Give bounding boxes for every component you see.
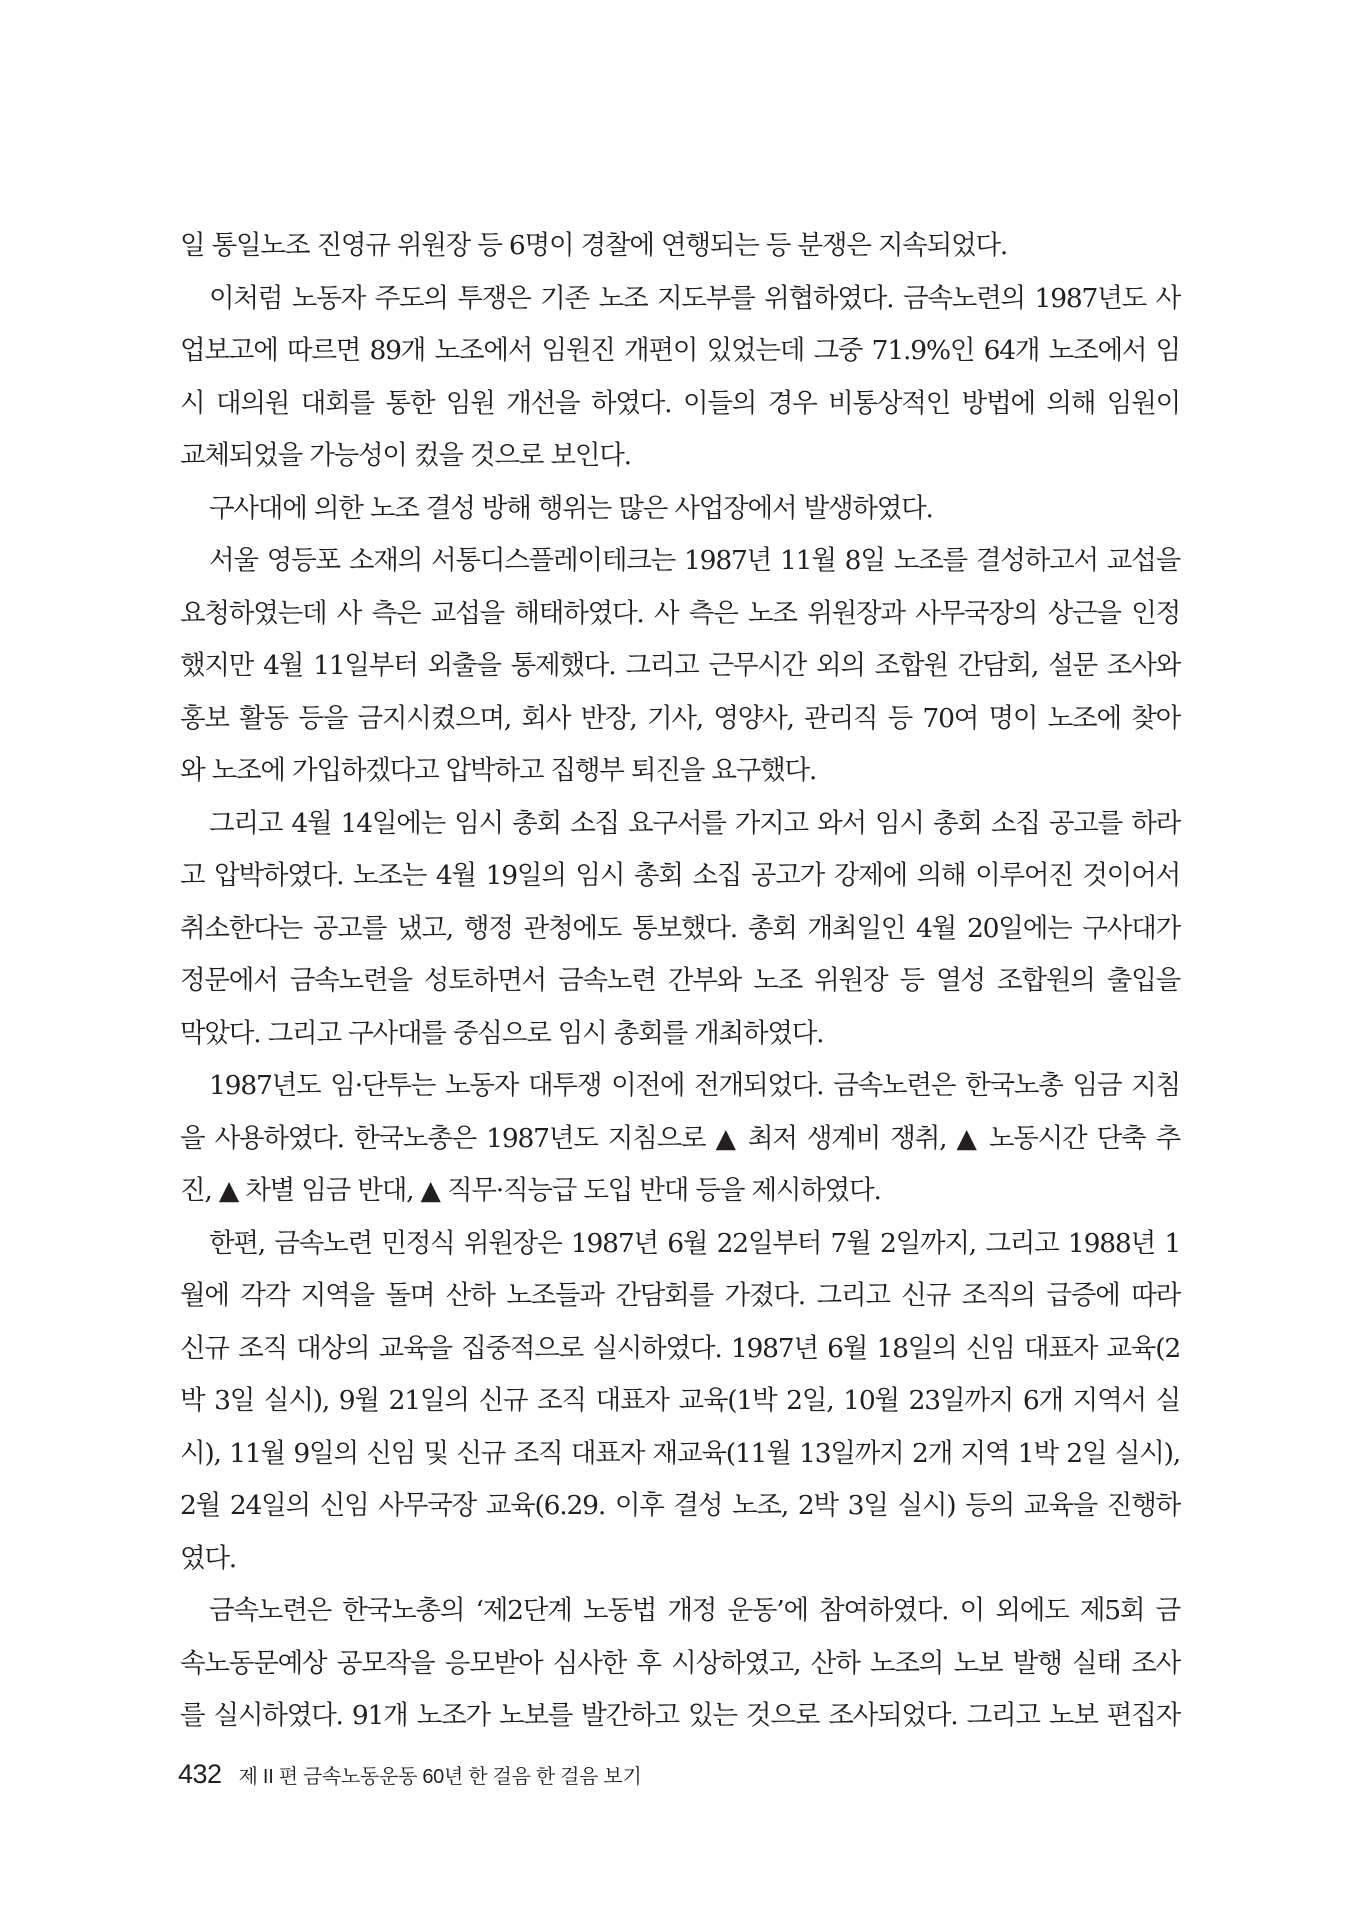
text-line: 한편, 금속노련 민정식 위원장은 1987년 6월 22일부터 7월 2일까지, 그리고 1988년 1 [209, 1227, 1180, 1259]
text-line: 를 실시하였다. 91개 노조가 노보를 발간하고 있는 것으로 조사되었다. 그리고 노보 편집자 [180, 1700, 1180, 1731]
text-line: 시 대의원 대회를 통한 임원 개선을 하였다. 이들의 경우 비통상적인 방법에 의해 임원이 [180, 387, 1180, 419]
text-line: 박 3일 실시), 9월 21일의 신규 조직 대표자 교육(1박 2일, 10월 23일까지 6개 지역서 실 [180, 1385, 1180, 1416]
text-line: 교체되었을 가능성이 컸을 것으로 보인다. [180, 440, 631, 471]
text-line: 일 통일노조 진영규 위원장 등 6명이 경찰에 연행되는 등 분쟁은 지속되었다. [180, 230, 1008, 261]
paragraph [180, 1060, 1180, 1218]
text-line: 2월 24일의 신임 사무국장 교육(6.29. 이후 결성 노조, 2박 3일 실시) 등의 교육을 진행하 [180, 1490, 1180, 1521]
text-line: 와 노조에 가입하겠다고 압박하고 집행부 퇴진을 요구했다. [180, 755, 817, 786]
text-line: 시), 11월 9일의 신임 및 신규 조직 대표자 재교육(11월 13일까지 2개 지역 1박 2일 실시), [180, 1437, 1180, 1469]
text-line: 그리고 4월 14일에는 임시 총회 소집 요구서를 가지고 와서 임시 총회 소집 공고를 하라 [209, 807, 1180, 839]
paragraph [180, 535, 1180, 798]
page-footer [178, 1754, 641, 1794]
paragraph [180, 1218, 1180, 1586]
text-line: 고 압박하였다. 노조는 4월 19일의 임시 총회 소집 공고가 강제에 의해 이루어진 것이어서 [180, 860, 1180, 891]
text-line: 정문에서 금속노련을 성토하면서 금속노련 간부와 노조 위원장 등 열성 조합원의 출입을 [180, 965, 1180, 996]
text-line: 서울 영등포 소재의 서통디스플레이테크는 1987년 11월 8일 노조를 결성하고서 교섭을 [209, 545, 1180, 576]
paragraph [180, 1585, 1180, 1743]
text-line: 속노동문예상 공모작을 응모받아 심사한 후 시상하였고, 산하 노조의 노보 발행 실태 조사 [180, 1647, 1180, 1679]
text-line: 을 사용하였다. 한국노총은 1987년도 지침으로 ▲ 최저 생계비 쟁취, ▲ 노동시간 단축 추 [180, 1122, 1180, 1154]
text-line: 였다. [180, 1542, 237, 1574]
text-line: 월에 각각 지역을 돌며 산하 노조들과 간담회를 가졌다. 그리고 신규 조직의 급증에 따라 [180, 1280, 1180, 1311]
running-title: 제 II 편 금속노동운동 60년 한 걸음 한 걸음 보기 [238, 1766, 642, 1788]
text-line: 1987년도 임·단투는 노동자 대투쟁 이전에 전개되었다. 금속노련은 한국노총 임금 지침 [209, 1070, 1180, 1101]
text-line: 했지만 4월 11일부터 외출을 통제했다. 그리고 근무시간 외의 조합원 간담회, 설문 조사와 [180, 650, 1180, 681]
paragraph [180, 798, 1180, 1061]
text-line: 신규 조직 대상의 교육을 집중적으로 실시하였다. 1987년 6월 18일의 신임 대표자 교육(2 [180, 1332, 1180, 1364]
page-body [180, 220, 1180, 1743]
paragraph [180, 220, 1180, 273]
text-line: 이처럼 노동자 주도의 투쟁은 기존 노조 지도부를 위협하였다. 금속노련의 1987년도 사 [209, 282, 1180, 314]
text-line: 업보고에 따르면 89개 노조에서 임원진 개편이 있었는데 그중 71.9%인 64개 노조에서 임 [180, 335, 1180, 366]
text-line: 취소한다는 공고를 냈고, 행정 관청에도 통보했다. 총회 개최일인 4월 20일에는 구사대가 [180, 912, 1180, 944]
page-number: 432 [178, 1759, 222, 1789]
text-line: 요청하였는데 사 측은 교섭을 해태하였다. 사 측은 노조 위원장과 사무국장의 상근을 인정 [180, 597, 1180, 629]
text-line: 진, ▲ 차별 임금 반대, ▲ 직무·직능급 도입 반대 등을 제시하였다. [180, 1175, 881, 1206]
text-line: 홍보 활동 등을 금지시켰으며, 회사 반장, 기사, 영양사, 관리직 등 70여 명이 노조에 찾아 [180, 702, 1180, 734]
paragraph [180, 483, 1180, 536]
text-line: 막았다. 그리고 구사대를 중심으로 임시 총회를 개최하였다. [180, 1017, 824, 1049]
text-line: 구사대에 의한 노조 결성 방해 행위는 많은 사업장에서 발생하였다. [209, 492, 933, 524]
paragraph [180, 273, 1180, 483]
text-line: 금속노련은 한국노총의 ‘제2단계 노동법 개정 운동’에 참여하였다. 이 외에도 제5회 금 [209, 1595, 1180, 1626]
